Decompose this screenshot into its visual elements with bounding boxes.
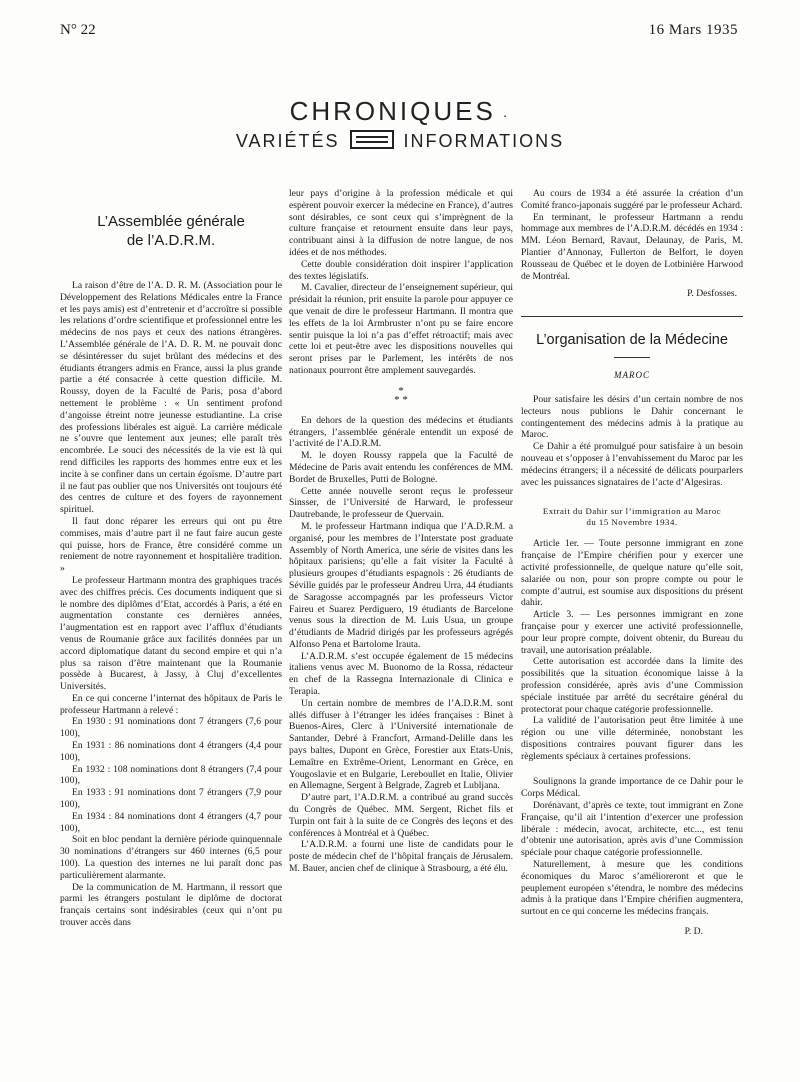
divider [521,316,743,317]
paragraph: M. le professeur Hartmann indiqua que l’A.D.R.M. a organisé, pour les membres de l’Interstate post graduate Assembly of North America, une série de visites dans les hôpitaux parisiens; qu’elle a fait visiter la Faculté à plusieurs groupes d’étudiants espagnols : 26 étudiants de Séville guidés par le professeur Andreu Urra, 44 étudiants de Saragosse accompagnés par les professeurs Victor Faireu et Suarez Perdiguero, 19 étudiants de Barcelone venus sous la direction de M. Luis Usua, un groupe d’étudiants de Madrid dirigés par les professeurs agrégés Alfonso Pena et Bartolome Irauta. [289,520,513,650]
paragraph: Pour satisfaire les désirs d’un certain nombre de nos lecteurs nous publions le Dahir concernant le contingentement des médecins admis à la pratique au Maroc. [521,393,743,441]
stat-line: En 1933 : 91 nominations dont 7 étrangers (7,9 pour 100), [60,787,282,811]
paragraph: M. le doyen Roussy rappela que la Faculté de Médecine de Paris avait entendu les conférences de MM. Bordet de Bruxelles, Putti de Bologne. [289,450,513,485]
separator-star-bottom: * * [394,393,408,406]
masthead-varietes: VARIÉTÉS [235,131,340,151]
paragraph: En ce qui concerne l’internat des hôpitaux de Paris le professeur Hartmann a relevé : [60,692,282,716]
paragraph: Cette double considération doit inspirer l’application des textes législatifs. [289,258,513,282]
paragraph: D’autre part, l’A.D.R.M. a contribué au grand succès du Congrès de Québec. MM. Sergent, Richet fils et Turpin ont fait à la suite de ce Congrès des leçons et des conférences à Montréal et à Québec. [289,792,513,839]
stat-line: En 1930 : 91 nominations dont 7 étrangers (7,6 pour 100), [60,716,282,740]
separator-star-top: * [398,384,404,397]
paragraph: En terminant, le professeur Hartmann a rendu hommage aux membres de l’A.D.R.M. décédés en 1934 : MM. Léon Bernard, Ravaut, Delaunay, de Paris, M. Plantier d’Annonay, Fullerton de Belfort, le doyen Rousseau de Québec et le doyen de Lotbinière Harwood de Montréal. [521,211,743,282]
article-clause: Article 3. — Les personnes immigrant en zone française pour y exercer une activité professionnelle, pour leur propre compte, doivent obtenir, du Bureau du travail, une autorisation préalable. [521,609,743,656]
stat-line: En 1931 : 86 nominations dont 4 étrangers (4,4 pour 100), [60,740,282,763]
ornament-icon [350,130,394,149]
column-1 [60,190,282,1070]
paragraph: Ce Dahir a été promulgué pour satisfaire à un besoin nouveau et s’opposer à l’envahissement du Maroc par les médecins étrangers; il a nécessité de délicats pourparlers avec les puissances signataires de l’acte d’Algesiras. [521,441,743,488]
column-2 [289,188,513,1068]
paragraph: Il faut donc réparer les erreurs qui ont pu être commises, mais d’autre part il ne faut faire aucun geste qui puisse, hors de France, être considéré comme un reniement de notre rayonnement et hospitalière tradition. » [60,515,282,575]
extrait-line-2: du 15 Novembre 1934. [586,517,678,528]
stat-line: En 1932 : 108 nominations dont 8 étrangers (7,4 pour 100), [60,763,282,787]
paragraph: De la communication de M. Hartmann, il ressort que parmi les étrangers postulant le diplôme de doctorat français certains sont indésirables (ceux qui n’ont pu trouver accès dans [60,881,282,929]
paragraph: M. Cavalier, directeur de l’enseignement supérieur, qui présidait la réunion, prit ensuite la parole pour appuyer ce que venait de dire le professeur Hartmann. Il montra que les effets de la loi Armbruster n’ont pu se faire encore sentir puisque la loi n’a pas d’effet rétroactif; mais avec cette loi et peut-être avec les dispositions nouvelles qui seront prises par le Parlement, les intérêts de nos nationaux pourront être amplement sauvegardés. [289,282,513,376]
paragraph: leur pays d’origine à la profession médicale et qui espèrent pouvoir exercer la médecine en France), d’autres sont désirables, ce sont ceux qui s’imprègnent de la culture française et retournent ensuite dans leur pays, contribuant ainsi à la diffusion de notre langue, de nos idées et de nos méthodes. [289,188,513,258]
paragraph: Naturellement, à mesure que les conditions économiques du Maroc s’amélioreront et que le peuplement européen s’étendra, le nombre des médecins admis à la pratique dans l’Empire chérifien augmentera, surtout en ce qui concerne les médecins français. [521,859,743,918]
extrait-line-1: Extrait du Dahir sur l’immigration au Maroc [542,506,722,517]
title-line-1: L’Assemblée générale [97,213,245,230]
article-subtitle-maroc: MAROC [614,370,650,381]
paragraph: Soit en bloc pendant la dernière période quinquennale 30 nominations d’étrangers sur 460 internes (6,5 pour 100). La question des internes ne lui paraît donc pas particulièrement alarmante. [60,834,282,881]
article-title-adrm [60,212,282,250]
paragraph: Cette autorisation est accordée dans la limite des possibilités que la situation économique laisse à la profession considérée, après avis d’une Commission spéciale instituée par arrêté du secrétaire général du protectorat pour chaque catégorie professionnelle. [521,656,743,715]
paragraph: Un certain nombre de membres de l’A.D.R.M. sont allés diffuser à l’étranger les idées françaises : Binet à Buenos-Aires, Clerc à l’Université internationale de Santander, Debré à Francfort, Armand-Delille dans les pays baltes, Dupont en Grèce, Forestier aux Etats-Unis, Lemaître en Extrême-Orient, Lenormant en Grèce, en Yougoslavie et en Bulgarie, Lereboullet en Italie, Olivier en Allemagne, Sergent à Belgrade, Zagreb et Lubljana. [289,697,513,792]
masthead-chroniques: CHRONIQUES [289,96,496,126]
paragraph: La raison d’être de l’A. D. R. M. (Association pour le Développement des Relations Médicales entre la France et les pays amis) est d’entretenir et d’accroître si possible les relations d’ordre scientifique et professionnel entre les médecins de nos pays et ceux des nations étrangères. L’Assemblée générale de l’A. D. R. M. ne pouvait donc se désintéresser du sujet brûlant des médecins et des étudiants étrangers admis en France, aussi la plus grande partie a été consacrée à cette question difficile. M. Roussy, doyen de la Faculté de Paris, posa d’abord nettement le problème : « Un sentiment profond d’angoisse étreint notre jeunesse estudiantine. La crise des professions libérales est aiguë. La carrière médicale ne s’ouvre que lentement aux jeunes; elle paraît très encombrée. Le souci des nécessités de la vie est là qui rend difficiles les rapports des hommes entre eux et les incite à se confiner dans un certain égoïsme. D’autre part il ne faut pas oublier que nos Universités ont toujours été des centres de culture et des foyers de rayonnement spirituel. [60,280,282,516]
paragraph: L’A.D.R.M. s’est occupée également de 15 médecins italiens venus avec M. Buonomo de la Rossa, rédacteur en chef de la Rassegna Internazionale di Clinica e Terapia. [289,650,513,698]
stat-line: En 1934 : 84 nominations dont 4 étrangers (4,7 pour 100), [60,810,282,834]
column-3 [521,188,743,1068]
paragraph: Au cours de 1934 a été assurée la création d’un Comité franco-japonais suggéré par le professeur Achard. [521,188,743,211]
section-separator [289,384,513,406]
paragraph: Dorénavant, d’après ce texte, tout immigrant en Zone Française, qu’il ait l’intention d’exercer une profession libérale : médecin, avocat, architecte, etc..., est tenu d’obtenir une autorisation, après avis d’une Commission spéciale pour chaque catégorie professionnelle. [521,800,743,859]
article-title-medecine: L’organisation de la Médecine [536,332,728,349]
paragraph: La validité de l’autorisation peut être limitée à une région ou une ville déterminée, nonobstant les dispositions contraires pouvant figurer dans les règlements spéciaux à certaines professions. [521,715,743,762]
title-line-2: de l’A.D.R.M. [126,232,216,249]
paragraph: Cette année nouvelle seront reçus le professeur Sinsser, de l’Université de Harward, le professeur Dautrebande, le professeur de Quervain. [289,485,513,521]
issue-number: N° 22 [60,22,96,38]
paragraph: En dehors de la question des médecins et étudiants étrangers, l’assemblée générale entendit un exposé de l’activité de l’A.D.R.M. [289,414,513,450]
issue-date: 16 Mars 1935 [648,22,738,38]
signature-pd: P. D. [684,926,703,938]
article-clause: Article 1er. — Toute personne immigrant en zone française de l’Empire chérifien pour y exercer une activité professionnelle, de quelque nature qu’elle soit, salariée ou non, pour son propre compte ou pour le compte d’autrui, est soumise aux dispositions du présent dahir. [521,538,743,609]
masthead-informations: INFORMATIONS [403,131,565,151]
paragraph: Le professeur Hartmann montra des graphiques tracés avec des chiffres précis. Ces documents indiquent que si le nombre des diplômes d’Etat, accordés à Paris, a été en augmentation constante ces dernières années, l’augmentation est en rapport avec l’afflux d’étudiants venus de Roumanie grâce aux facilités données par un accord diplomatique datant du second empire et qui n’a plus sa raison d’être maintenant que la Roumanie possède à Bucarest, à Jassy, à Cluj d’excellentes Universités. [60,574,282,693]
masthead-subtitle [0,130,800,152]
paragraph: Soulignons la grande importance de ce Dahir pour le Corps Médical. [521,776,743,800]
short-divider [614,357,650,358]
extrait-heading [521,506,743,528]
masthead-title: CHRONIQUES · [289,96,511,126]
signature-desfosses: P. Desfosses. [687,288,737,300]
paragraph: L’A.D.R.M. a fourni une liste de candidats pour le poste de médecin chef de l’hôpital français de Jérusalem. M. Bauer, ancien chef de clinique à Strasbourg, a été élu. [289,839,513,875]
